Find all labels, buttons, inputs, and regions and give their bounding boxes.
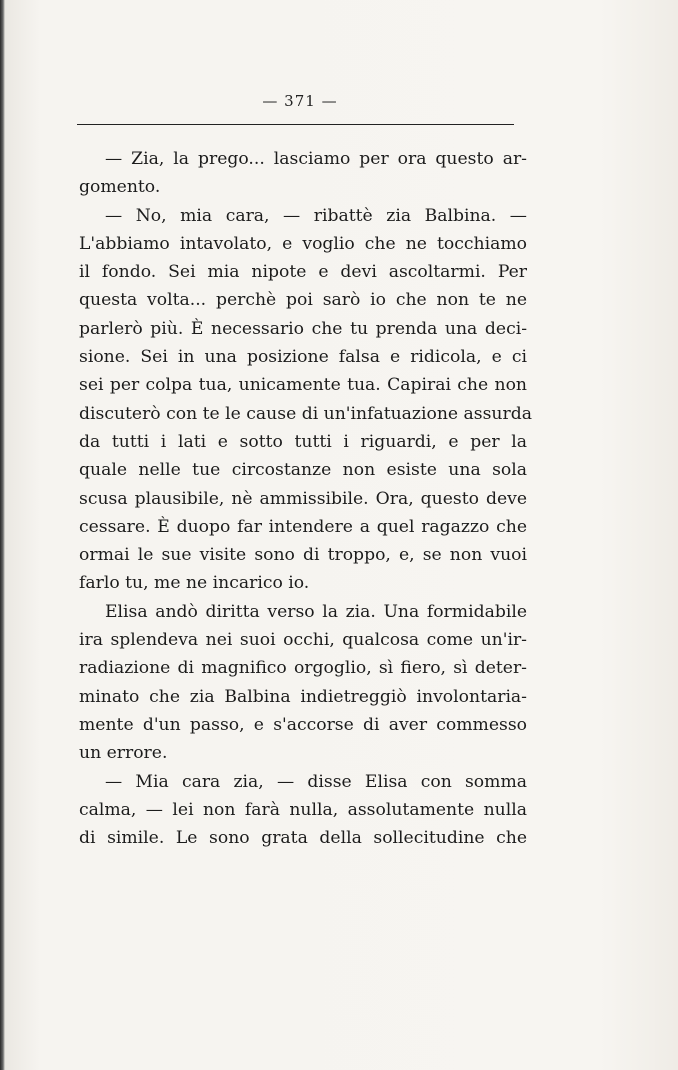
header-rule <box>77 124 514 125</box>
text-line: mente d'un passo, e s'accorse di aver commesso <box>79 714 527 735</box>
text-line: discuterò con te le cause di un'infatuazione assurda <box>79 403 532 424</box>
text-line: ira splendeva nei suoi occhi, qualcosa come un'ir- <box>79 630 527 651</box>
text-line: quale nelle tue circostanze non esiste una sola <box>79 460 527 481</box>
text-line: — Mia cara zia, — disse Elisa con somma <box>105 771 527 792</box>
page-number: — 371 — <box>262 92 338 110</box>
text-line: scusa plausibile, nè ammissibile. Ora, questo deve <box>79 488 527 509</box>
text-line: minato che zia Balbina indietreggiò involontaria- <box>79 686 527 707</box>
text-line: gomento. <box>79 177 161 198</box>
text-line: L'abbiamo intavolato, e voglio che ne tocchiamo <box>79 233 527 254</box>
text-line: — No, mia cara, — ribattè zia Balbina. — <box>105 205 527 226</box>
text-line: di simile. Le sono grata della sollecitudine che <box>79 828 527 849</box>
text-line: sione. Sei in una posizione falsa e ridicola, e ci <box>79 347 527 368</box>
text-line: parlerò più. È necessario che tu prenda una deci- <box>79 318 527 339</box>
text-line: cessare. È duopo far intendere a quel ragazzo che <box>79 516 527 537</box>
text-line: ormai le sue visite sono di troppo, e, se non vuoi <box>79 545 527 566</box>
text-line: il fondo. Sei mia nipote e devi ascoltarmi. Per <box>79 262 527 283</box>
text-line: calma, — lei non farà nulla, assolutamente nulla <box>79 799 527 820</box>
text-line: Elisa andò diritta verso la zia. Una formidabile <box>105 601 527 622</box>
text-line: — Zia, la prego... lasciamo per ora questo ar- <box>105 149 527 169</box>
text-line: sei per colpa tua, unicamente tua. Capirai che non <box>79 375 527 396</box>
text-line: radiazione di magnifico orgoglio, sì fiero, sì deter- <box>79 658 527 679</box>
text-line: da tutti i lati e sotto tutti i riguardi, e per la <box>79 431 527 452</box>
body-text <box>79 145 532 852</box>
text-line: questa volta... perchè poi sarò io che non te ne <box>79 290 527 311</box>
binding-edge <box>0 0 5 1070</box>
text-line: farlo tu, me ne incarico io. <box>79 573 310 594</box>
text-line: un errore. <box>79 743 168 764</box>
